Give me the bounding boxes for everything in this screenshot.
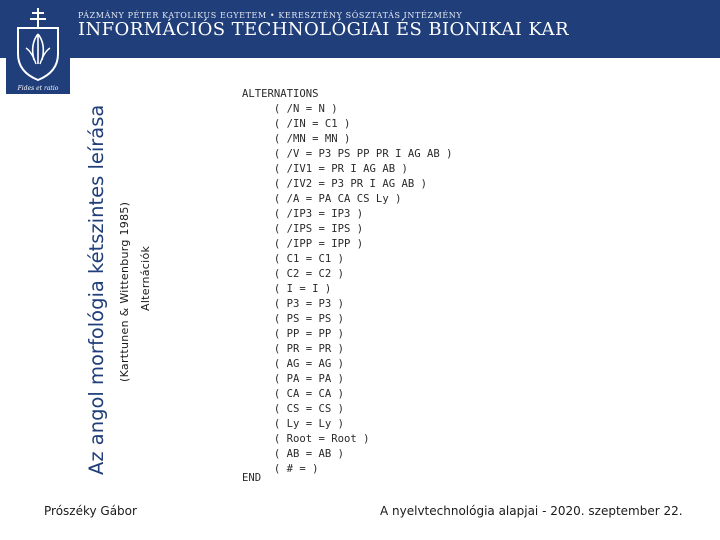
code-line: ( Root = Root )	[242, 433, 370, 445]
code-line: ( /IPS = IPS )	[242, 223, 364, 235]
code-line: ( PS = PS )	[242, 313, 345, 325]
faculty-name: INFORMÁCIÓS TECHNOLÓGIAI ÉS BIONIKAI KAR	[78, 19, 569, 40]
code-line: ( C1 = C1 )	[242, 253, 345, 265]
code-line: ( /IN = C1 )	[242, 118, 351, 130]
code-line: ( AG = AG )	[242, 358, 345, 370]
code-line: ( AB = AB )	[242, 448, 345, 460]
code-line: ( P3 = P3 )	[242, 298, 345, 310]
code-line: ( /A = PA CA CS Ly )	[242, 193, 402, 205]
code-line: ( CA = CA )	[242, 388, 345, 400]
slide-subtitle: Alternációk	[139, 245, 152, 311]
logo-motto: Fides et ratio	[17, 85, 59, 92]
scanned-code-listing	[242, 88, 532, 488]
code-line: END	[242, 472, 262, 484]
code-line: ( PR = PR )	[242, 343, 345, 355]
university-name: PÁZMÁNY PÉTER KATOLIKUS EGYETEM • KERESZTÉNY SÓSZTATÁS INTÉZMÉNY	[78, 11, 463, 20]
footer-author: Prószéky Gábor	[44, 504, 137, 518]
code-line: ( /V = P3 PS PP PR I AG AB )	[242, 148, 453, 160]
slide-citation: (Karttunen & Wittenburg 1985)	[118, 201, 131, 382]
code-line: ( /N = N )	[242, 103, 338, 115]
code-line: ALTERNATIONS	[242, 88, 319, 100]
code-line: ( /IP3 = IP3 )	[242, 208, 364, 220]
code-line: ( /IV1 = PR I AG AB )	[242, 163, 408, 175]
code-line: ( C2 = C2 )	[242, 268, 345, 280]
code-line: ( PA = PA )	[242, 373, 345, 385]
code-line: ( /MN = MN )	[242, 133, 351, 145]
footer-course-date: A nyelvtechnológia alapjai - 2020. szeptember 22.	[380, 504, 683, 518]
university-crest-icon	[6, 4, 70, 94]
code-line: ( # = )	[242, 463, 319, 475]
code-line: ( Ly = Ly )	[242, 418, 345, 430]
code-line: ( /IPP = IPP )	[242, 238, 364, 250]
code-line: ( /IV2 = P3 PR I AG AB )	[242, 178, 427, 190]
code-line: ( PP = PP )	[242, 328, 345, 340]
slide-title: Az angol morfológia kétszintes leírása	[85, 104, 108, 475]
code-line: ( I = I )	[242, 283, 332, 295]
code-line: ( CS = CS )	[242, 403, 345, 415]
